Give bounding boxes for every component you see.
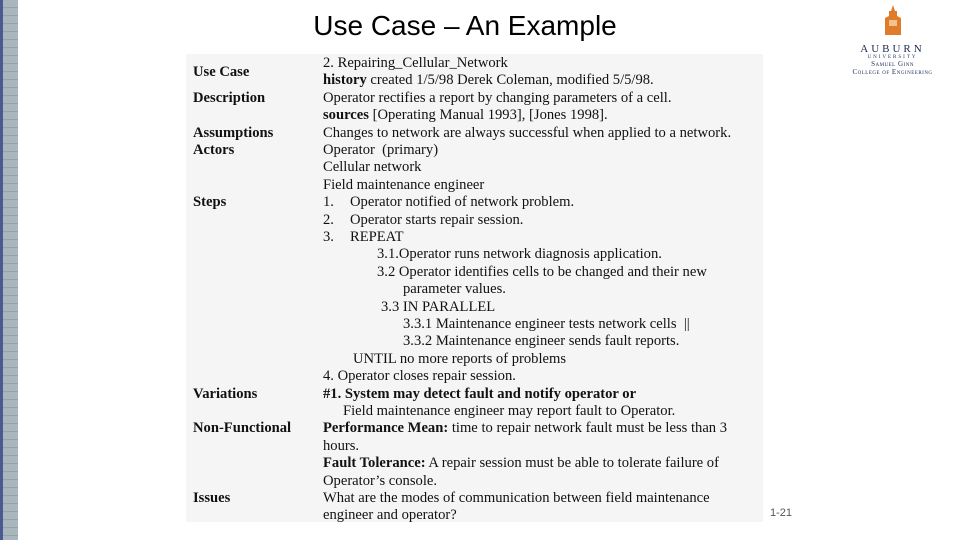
line-text: Operator starts repair session. [350, 211, 524, 228]
use-case-line [323, 212, 523, 229]
tower-icon [878, 4, 908, 36]
line-text: 3.3 IN PARALLEL [381, 298, 496, 315]
line-text: Operator (primary) [323, 142, 439, 158]
line-text: Field maintenance engineer [323, 176, 485, 193]
line-bold-text: Fault Tolerance: [323, 455, 426, 472]
step-number: 1. [323, 194, 334, 211]
line-text: Operator rectifies a report by changing parameters of a cell. [323, 89, 672, 106]
line-text: created 1/5/98 Derek Coleman, modified 5/5/98. [366, 72, 654, 89]
use-case-line [323, 490, 710, 507]
line-text: [Operating Manual 1993], [Jones 1998]. [368, 107, 608, 124]
line-text: Operator’s console. [323, 472, 438, 489]
line-text: time to repair network fault must be less than 3 [448, 420, 728, 437]
line-bold-text: sources [323, 107, 369, 124]
line-text: parameter values. [403, 281, 506, 298]
field-label: Variations [193, 385, 258, 402]
use-case-line [323, 194, 574, 211]
line-text: 4. Operator closes repair session. [323, 368, 516, 385]
line-text: hours. [323, 437, 360, 454]
use-case-line [323, 386, 636, 403]
page-number: 1-21 [770, 507, 793, 519]
use-case-line [323, 368, 516, 385]
use-case-line [323, 125, 731, 142]
line-bold-text: Performance Mean: [323, 420, 449, 437]
line-text: 2. Repairing_Cellular_Network [323, 55, 508, 71]
use-case-line [323, 473, 437, 490]
line-text: What are the modes of communication between field maintenance [323, 490, 710, 506]
logo-sub: UNIVERSITY [867, 55, 918, 60]
field-label: Assumptions [193, 124, 274, 141]
use-case-line [323, 159, 421, 176]
line-text: Field maintenance engineer may report fault to Operator. [343, 403, 676, 419]
use-case-line [377, 246, 662, 263]
use-case-line [323, 507, 457, 524]
line-text: A repair session must be able to tolerate failure of [425, 455, 719, 472]
field-label: Use Case [193, 63, 250, 80]
field-label: Actors [193, 142, 235, 158]
line-text: Changes to network are always successful when applied to a network. [323, 124, 732, 141]
use-case-line [403, 281, 506, 298]
use-case-line [323, 55, 508, 72]
use-case-line [323, 90, 671, 107]
use-case-line [323, 142, 438, 159]
left-decorative-stripe [3, 0, 18, 540]
logo-name: AUBURN [860, 43, 925, 55]
use-case-line [323, 72, 654, 89]
line-text: 3.1.Operator runs network diagnosis application. [377, 246, 662, 263]
use-case-line [323, 455, 719, 472]
line-text: 3.2 Operator identifies cells to be changed and their new [377, 263, 707, 280]
line-text: REPEAT [350, 229, 404, 245]
use-case-line [323, 177, 484, 194]
use-case-line [323, 229, 404, 246]
step-number: 2. [323, 211, 334, 228]
field-label: Steps [193, 194, 227, 211]
field-label: Issues [193, 490, 231, 506]
use-case-table-image [186, 54, 763, 522]
line-bold-text: #1. System may detect fault and notify operator or [323, 385, 637, 402]
line-text: 3.3.1 Maintenance engineer tests network cells || [403, 316, 690, 332]
logo-college-1: Samuel Ginn [871, 60, 914, 68]
line-text: 3.3.2 Maintenance engineer sends fault reports. [403, 333, 680, 350]
use-case-line [343, 403, 675, 420]
line-text: UNTIL no more reports of problems [353, 350, 567, 367]
line-text: engineer and operator? [323, 507, 457, 524]
use-case-line [323, 107, 608, 124]
step-number: 3. [323, 229, 334, 245]
use-case-line [323, 420, 727, 437]
use-case-line [377, 264, 707, 281]
line-text: Operator notified of network problem. [350, 194, 575, 211]
use-case-line [381, 299, 495, 316]
use-case-line [353, 351, 566, 368]
use-case-line [403, 316, 690, 333]
field-label: Non-Functional [193, 420, 292, 437]
slide-title: Use Case – An Example [313, 10, 617, 41]
auburn-logo [830, 4, 955, 76]
field-label: Description [193, 89, 266, 106]
line-bold-text: history [323, 72, 367, 89]
use-case-line [323, 438, 359, 455]
use-case-line [403, 333, 679, 350]
line-text: Cellular network [323, 159, 422, 176]
logo-college-2: College of Engineering [852, 68, 933, 76]
